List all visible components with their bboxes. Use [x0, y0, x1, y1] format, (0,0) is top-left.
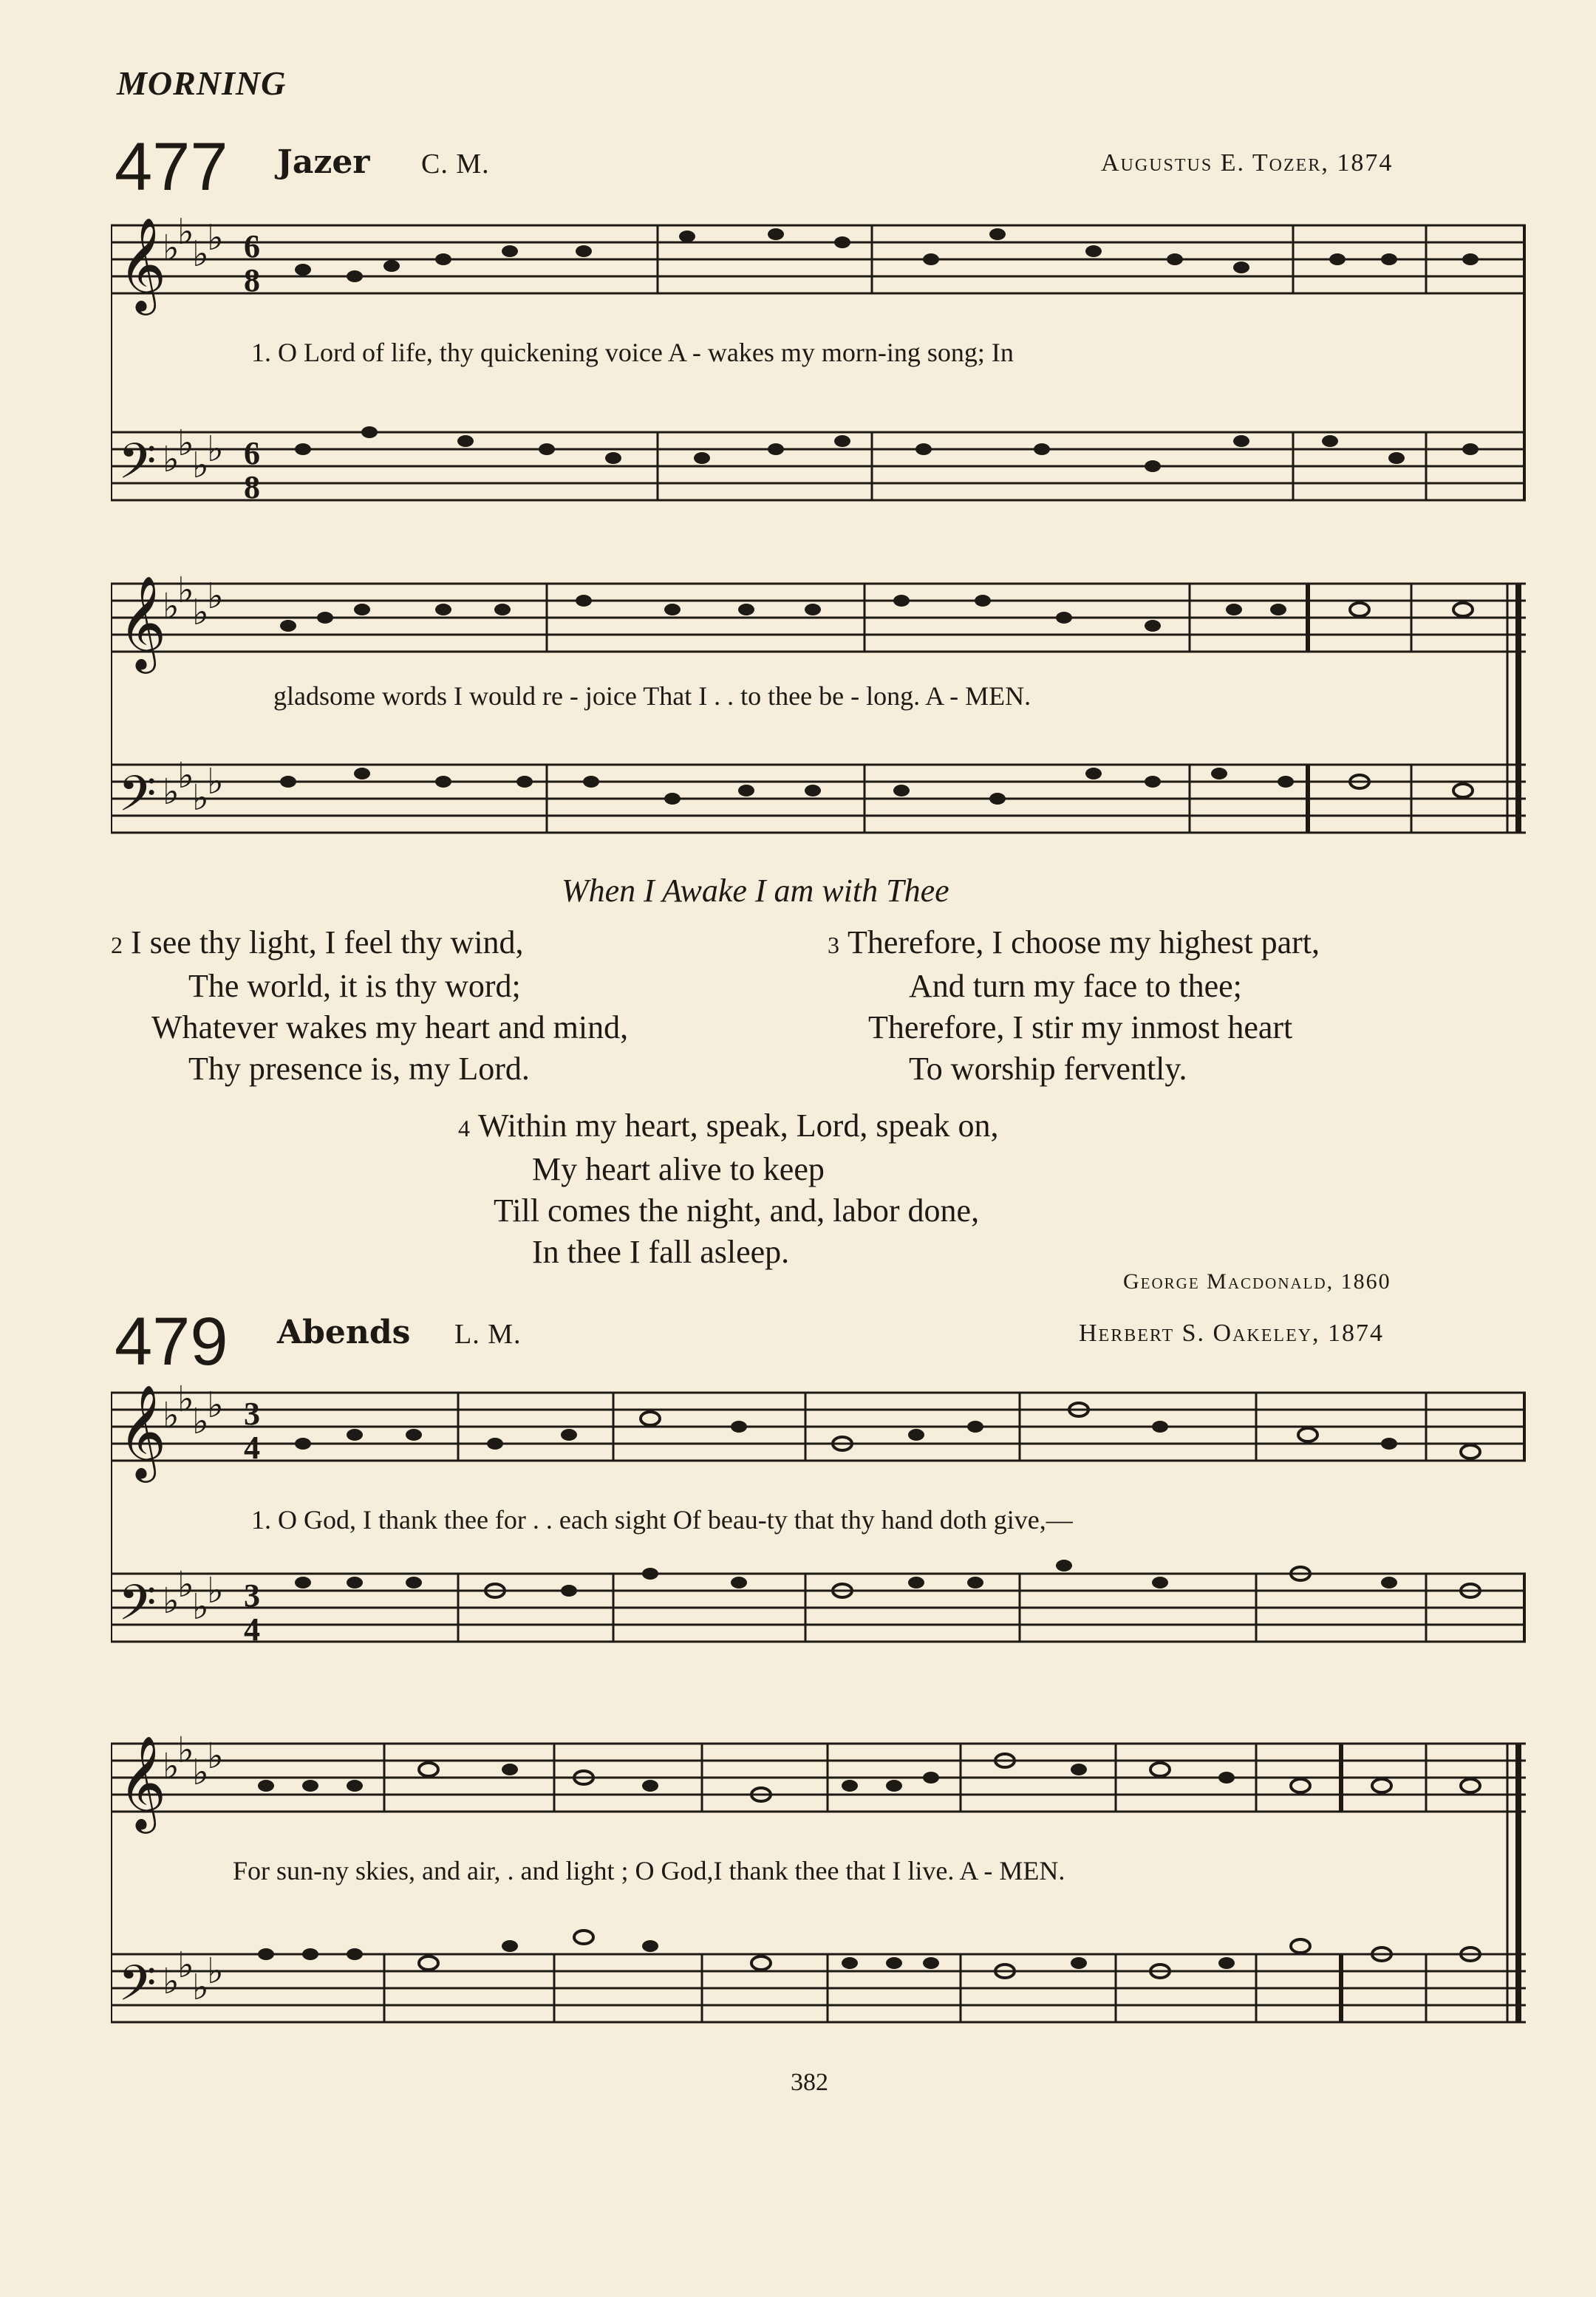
svg-text:𝄞: 𝄞: [118, 216, 167, 311]
hymn-479-lyrics-line-1: 1. O God, I thank thee for . . each sight Of beau-ty that thy hand doth give,—: [251, 1505, 1073, 1535]
svg-text:♭: ♭: [177, 570, 194, 611]
verse-line: And turn my face to thee;: [909, 968, 1242, 1004]
svg-text:8: 8: [244, 262, 260, 298]
verse-line: Whatever wakes my heart and mind,: [151, 1009, 629, 1045]
verse-number: 2: [111, 932, 123, 958]
hymn-477-title: When I Awake I am with Thee: [562, 873, 949, 909]
svg-text:♭: ♭: [192, 233, 209, 275]
svg-text:♭: ♭: [192, 1967, 209, 2008]
svg-text:♭: ♭: [177, 1945, 194, 1986]
verse-4: [458, 1105, 999, 1273]
svg-text:♭: ♭: [163, 1580, 180, 1622]
svg-text:♭: ♭: [207, 1735, 224, 1777]
svg-text:♭: ♭: [163, 771, 180, 813]
svg-text:♭: ♭: [192, 592, 209, 633]
svg-text:𝄢: 𝄢: [118, 1955, 157, 2024]
svg-text:♭: ♭: [177, 211, 194, 253]
verse-line: The world, it is thy word;: [188, 968, 521, 1004]
hymn-477-meter: C. M.: [421, 149, 490, 180]
svg-text:♭: ♭: [163, 1395, 180, 1436]
verse-line: My heart alive to keep: [532, 1151, 825, 1187]
svg-text:♭: ♭: [192, 1586, 209, 1628]
hymn-477-lyrics-line-2: gladsome words I would re - joice That I . . to thee be - long. A - MEN.: [273, 681, 1031, 711]
svg-text:♭: ♭: [177, 423, 194, 464]
svg-text:♭: ♭: [163, 1961, 180, 2002]
verse-2: [111, 922, 628, 1090]
svg-text:♭: ♭: [177, 1564, 194, 1605]
svg-text:𝄢: 𝄢: [118, 433, 157, 502]
page-number: 382: [791, 2069, 828, 2096]
svg-text:3: 3: [244, 1577, 260, 1614]
svg-text:♭: ♭: [177, 755, 194, 796]
svg-text:♭: ♭: [177, 1730, 194, 1771]
verse-line: Therefore, I choose my highest part,: [848, 924, 1320, 960]
svg-text:♭: ♭: [163, 1746, 180, 1787]
svg-text:♭: ♭: [207, 761, 224, 802]
section-heading: MORNING: [117, 64, 287, 102]
verse-line: To worship fervently.: [909, 1051, 1187, 1087]
svg-text:♭: ♭: [207, 576, 224, 617]
music-staves: [111, 550, 1526, 876]
svg-text:3: 3: [244, 1396, 260, 1432]
svg-text:♭: ♭: [207, 429, 224, 470]
svg-text:♭: ♭: [163, 439, 180, 480]
svg-text:4: 4: [244, 1430, 260, 1466]
svg-text:6: 6: [244, 435, 260, 471]
verse-line: Till comes the night, and, labor done,: [494, 1192, 980, 1229]
svg-text:𝄢: 𝄢: [118, 765, 157, 834]
verse-line: Therefore, I stir my inmost heart: [868, 1009, 1293, 1045]
svg-text:6: 6: [244, 228, 260, 264]
hymn-477-lyrics-line-1: 1. O Lord of life, thy quickening voice A - wakes my morn-ing song; In: [251, 338, 1014, 367]
svg-text:♭: ♭: [207, 217, 224, 259]
verse-line: Within my heart, speak, Lord, speak on,: [478, 1107, 999, 1144]
verse-number: 4: [458, 1115, 470, 1141]
svg-text:♭: ♭: [207, 1950, 224, 1992]
svg-text:♭: ♭: [177, 1379, 194, 1420]
svg-text:𝄞: 𝄞: [118, 575, 167, 669]
hymn-479-system-2: [111, 1710, 1526, 2058]
hymn-477-tune-name: Jazer: [277, 143, 370, 181]
verse-line: I see thy light, I feel thy wind,: [131, 924, 524, 960]
verse-3: [828, 922, 1320, 1090]
verse-line: Thy presence is, my Lord.: [188, 1051, 530, 1087]
svg-text:♭: ♭: [163, 586, 180, 627]
hymn-477-number: 477: [115, 129, 228, 205]
svg-text:𝄢: 𝄢: [118, 1574, 157, 1643]
svg-text:♭: ♭: [192, 1752, 209, 1793]
svg-text:♭: ♭: [163, 228, 180, 269]
hymn-479-lyrics-line-2: For sun-ny skies, and air, . and light ; O God,I thank thee that I live. A - MEN.: [233, 1856, 1065, 1885]
hymn-477-system-2: [111, 550, 1526, 876]
svg-text:♭: ♭: [207, 1570, 224, 1611]
hymn-477-author: George Macdonald, 1860: [1123, 1269, 1391, 1294]
hymn-477-system-1: [111, 192, 1526, 510]
svg-text:♭: ♭: [207, 1385, 224, 1426]
hymn-479-meter: L. M.: [454, 1319, 522, 1350]
verse-number: 3: [828, 932, 839, 958]
hymn-479-tune-name: Abends: [277, 1314, 411, 1351]
svg-text:♭: ♭: [192, 1401, 209, 1442]
hymn-477-composer: Augustus E. Tozer, 1874: [1101, 149, 1394, 177]
svg-text:4: 4: [244, 1611, 260, 1648]
hymn-479-composer: Herbert S. Oakeley, 1874: [1079, 1320, 1385, 1347]
hymn-479-system-1: [111, 1359, 1526, 1670]
svg-text:𝄞: 𝄞: [118, 1384, 167, 1478]
svg-text:♭: ♭: [192, 777, 209, 819]
verse-line: In thee I fall asleep.: [532, 1234, 790, 1270]
svg-text:𝄞: 𝄞: [118, 1735, 167, 1829]
svg-text:8: 8: [244, 469, 260, 505]
svg-text:♭: ♭: [192, 445, 209, 486]
hymn-479-number: 479: [115, 1304, 228, 1379]
